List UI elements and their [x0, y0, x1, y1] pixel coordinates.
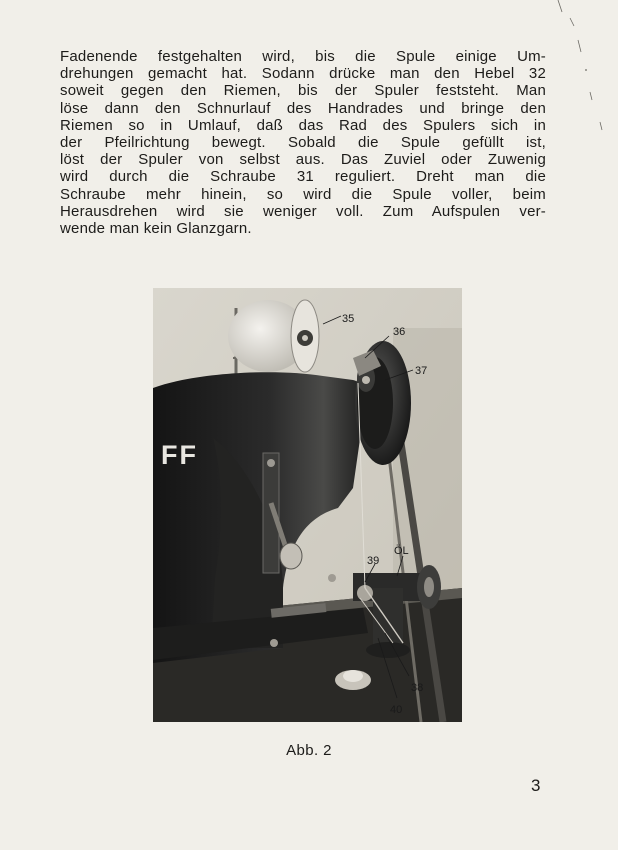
- text-line: löst der Spuler von selbst aus. Das Zuviel oder Zuwenig: [60, 151, 546, 169]
- text-line: wende man kein Glanzgarn.: [60, 220, 252, 238]
- callout-label: 35: [342, 313, 355, 325]
- callout-label: 40: [390, 704, 403, 716]
- text-line: löse dann den Schnurlauf des Handrades und bringe den: [60, 99, 546, 117]
- text-line: der Pfeilrichtung bewegt. Sobald die Spule gefüllt ist,: [60, 134, 546, 152]
- text-line: Schraube mehr hinein, so wird die Spule voller, beim: [60, 185, 546, 203]
- text-line: Riemen so in Umlauf, daß das Rad des Spulers sich in: [60, 116, 546, 134]
- body-paragraph: [60, 48, 546, 237]
- page-number: 3: [531, 776, 541, 795]
- figure-caption: Abb. 2: [286, 742, 332, 759]
- callout-label: 36: [393, 326, 406, 338]
- callout-label: ÖL: [394, 545, 409, 557]
- brand-lettering: FF: [161, 440, 198, 470]
- text-line: soweit gegen den Riemen, bis der Spuler feststeht. Man: [60, 82, 546, 100]
- text-line: Herausdrehen wird sie weniger voll. Zum Aufspulen ver-: [60, 202, 546, 220]
- callout-label: 38: [411, 682, 424, 694]
- page-edge-specks: [528, 0, 618, 140]
- text-line: Fadenende festgehalten wird, bis die Spule einige Um-: [60, 48, 546, 65]
- sewing-machine-photo: [153, 288, 462, 722]
- callout-label: 39: [367, 555, 380, 567]
- text-line: wird durch die Schraube 31 reguliert. Dreht man die: [60, 168, 546, 186]
- callout-label: 37: [415, 365, 428, 377]
- machine-illustration: [153, 288, 462, 722]
- text-line: drehungen gemacht hat. Sodann drücke man den Hebel 32: [60, 65, 546, 83]
